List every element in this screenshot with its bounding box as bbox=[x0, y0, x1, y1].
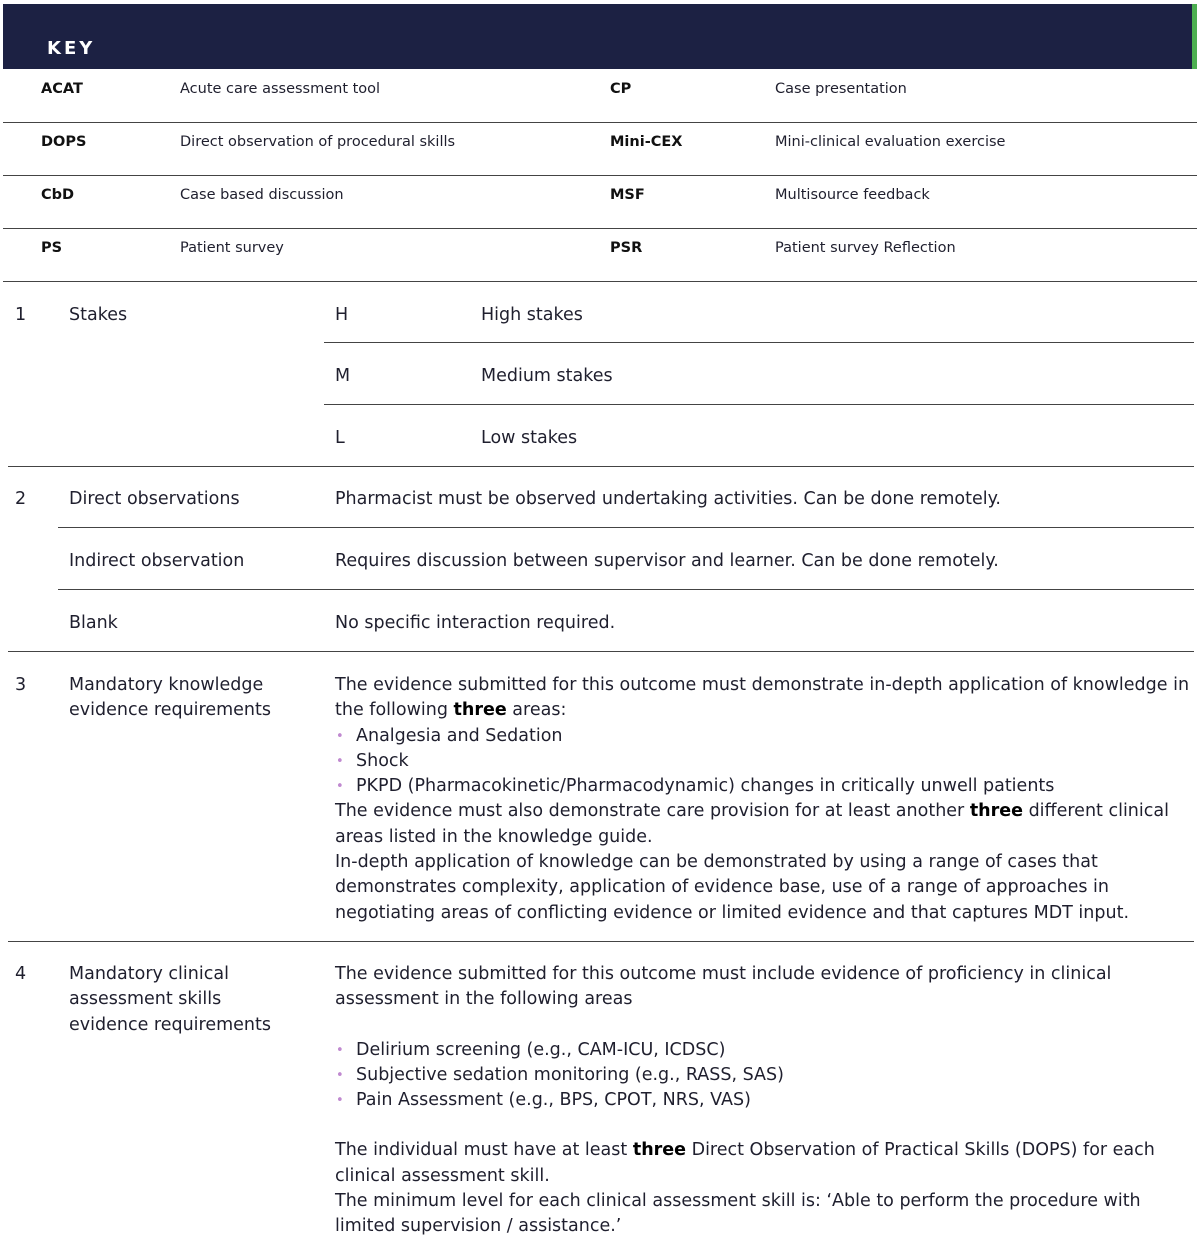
observation-type: Direct observations bbox=[69, 489, 240, 509]
knowledge-closing: In-depth application of knowledge can be demonstrated by using a range of cases that demonstrates complexity, application of evidence base, use of a range of approaches in negotiating areas of conflicting evidence or limited evidence and that captures MDT input. bbox=[335, 852, 1130, 923]
list-item: • Shock bbox=[335, 749, 1190, 774]
divider bbox=[324, 404, 1194, 405]
clinical-minimum-level: The minimum level for each clinical assessment skill is: ‘Able to perform the procedure with limited supervision / assistance.’ bbox=[335, 1191, 1141, 1237]
stakes-description: High stakes bbox=[481, 305, 583, 325]
list-item: • Analgesia and Sedation bbox=[335, 724, 1190, 749]
divider bbox=[324, 342, 1194, 343]
list-item: • Subjective sedation monitoring (e.g., RASS, SAS) bbox=[335, 1063, 1190, 1088]
abbreviation-code: DOPS bbox=[41, 134, 87, 150]
observation-type: Blank bbox=[69, 613, 118, 633]
abbreviation-description: Patient survey Reflection bbox=[775, 240, 956, 256]
observation-description: Pharmacist must be observed undertaking activities. Can be done remotely. bbox=[335, 489, 1001, 509]
abbreviation-code: PSR bbox=[610, 240, 643, 256]
clinical-skill-list bbox=[335, 1038, 1190, 1114]
list-item: • Delirium screening (e.g., CAM-ICU, ICDSC) bbox=[335, 1038, 1190, 1063]
clinical-requirements bbox=[335, 962, 1190, 1240]
abbreviation-code: CP bbox=[610, 81, 632, 97]
abbreviation-description: Acute care assessment tool bbox=[180, 81, 381, 97]
abbreviation-description: Mini-clinical evaluation exercise bbox=[775, 134, 1006, 150]
section-number: 2 bbox=[15, 489, 27, 509]
knowledge-additional: The evidence must also demonstrate care provision for at least another three different clinical areas listed in the knowledge guide. bbox=[335, 801, 1169, 847]
observation-description: Requires discussion between supervisor and learner. Can be done remotely. bbox=[335, 551, 999, 571]
abbreviation-row bbox=[3, 122, 1197, 176]
divider bbox=[58, 527, 1194, 528]
abbreviation-code: Mini-CEX bbox=[610, 134, 683, 150]
section-number: 3 bbox=[15, 675, 27, 695]
divider bbox=[58, 589, 1194, 590]
abbreviation-row bbox=[3, 228, 1197, 282]
abbreviation-row bbox=[3, 69, 1197, 123]
clinical-intro: The evidence submitted for this outcome must include evidence of proficiency in clinical assessment in the following areas bbox=[335, 964, 1112, 1010]
divider bbox=[8, 941, 1194, 942]
stakes-description: Medium stakes bbox=[481, 366, 613, 386]
abbreviation-description: Case presentation bbox=[775, 81, 907, 97]
abbreviation-code: PS bbox=[41, 240, 63, 256]
abbreviation-code: CbD bbox=[41, 187, 75, 203]
abbreviation-code: MSF bbox=[610, 187, 645, 203]
stakes-code: M bbox=[335, 366, 351, 386]
clinical-dops-requirement: The individual must have at least three Direct Observation of Practical Skills (DOPS) for each clinical assessment skill. bbox=[335, 1140, 1155, 1186]
abbreviation-code: ACAT bbox=[41, 81, 83, 97]
section-number: 4 bbox=[15, 964, 27, 984]
knowledge-area-list bbox=[335, 724, 1190, 800]
abbreviation-description: Patient survey bbox=[180, 240, 284, 256]
stakes-code: L bbox=[335, 428, 345, 448]
stakes-description: Low stakes bbox=[481, 428, 578, 448]
divider bbox=[8, 466, 1194, 467]
divider bbox=[8, 651, 1194, 652]
section-label: Mandatory knowledge evidence requirements bbox=[69, 675, 272, 721]
section-number: 1 bbox=[15, 305, 27, 325]
abbreviation-row bbox=[3, 175, 1197, 229]
list-item: • PKPD (Pharmacokinetic/Pharmacodynamic) changes in critically unwell patients bbox=[335, 774, 1190, 799]
list-item: • Pain Assessment (e.g., BPS, CPOT, NRS, VAS) bbox=[335, 1088, 1190, 1113]
knowledge-requirements bbox=[335, 673, 1190, 926]
observation-description: No specific interaction required. bbox=[335, 613, 616, 633]
section-label: Mandatory clinical assessment skills evidence requirements bbox=[69, 964, 272, 1035]
section-label: Stakes bbox=[69, 305, 128, 325]
observation-type: Indirect observation bbox=[69, 551, 245, 571]
abbreviation-description: Direct observation of procedural skills bbox=[180, 134, 456, 150]
knowledge-intro: The evidence submitted for this outcome must demonstrate in-depth application of knowledge in the following three areas: bbox=[335, 675, 1190, 721]
abbreviation-description: Multisource feedback bbox=[775, 187, 930, 203]
abbreviation-description: Case based discussion bbox=[180, 187, 344, 203]
key-header bbox=[3, 4, 1197, 69]
key-title: KEY bbox=[47, 38, 96, 59]
stakes-code: H bbox=[335, 305, 349, 325]
